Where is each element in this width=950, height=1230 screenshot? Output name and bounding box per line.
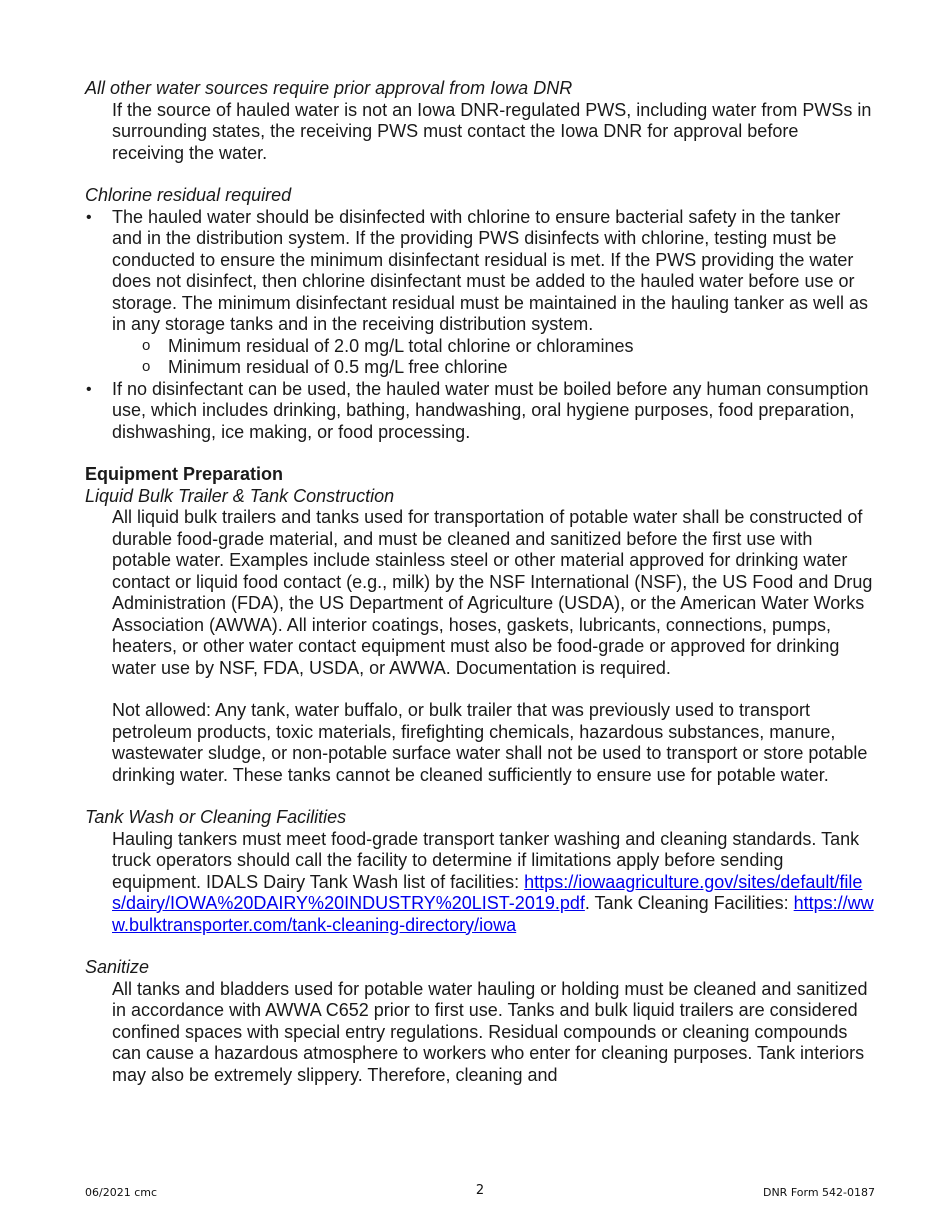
document-page (85, 78, 875, 1086)
paragraph-sanitize: All tanks and bladders used for potable water hauling or holding must be cleaned and sanitized in accordance with AWWA C652 prior to first use. Tanks and bulk liquid trailers are considered confined spaces with special entry regulations. Residual compounds or cleaning compounds can cause a hazardous atmosphere to workers who enter for cleaning purposes. Tank interiors may also be extremely slippery. Therefore, cleaning and (112, 978, 868, 1085)
chlorine-bullet-list (85, 207, 875, 444)
footer-form-number: DNR Form 542-0187 (762, 1186, 875, 1199)
residual-sublist (112, 336, 875, 379)
tank-cleaning-directory-link[interactable]: https://www.bulktransporter.com/tank-cleaning-directory/iowa (112, 893, 874, 935)
footer-date: 06/2021 cmc (85, 1186, 158, 1199)
bullet-item (85, 207, 875, 379)
heading-other-sources: All other water sources require prior approval from Iowa DNR (85, 78, 573, 98)
idals-dairy-link[interactable]: https://iowaagriculture.gov/sites/default/files/dairy/IOWA%20DAIRY%20INDUSTRY%20LIST-2019.pdf (112, 871, 863, 913)
tank-wash-mid-text: . Tank Cleaning Facilities: (584, 893, 794, 913)
paragraph-tank-construction: All liquid bulk trailers and tanks used for transportation of potable water shall be constructed of durable food-grade material, and must be cleaned and sanitized before the first use with potable water. Examples include stainless steel or other material approved for drinking water contact or liquid food contact (e.g., milk) by the NSF International (NSF), the US Food and Drug Administration (FDA), the US Department of Agriculture (USDA), or the American Water Works Association (AWWA). All interior coatings, hoses, gaskets, lubricants, connections, pumps, heaters, or other water contact equipment must also be food-grade or approved for drinking water use by NSF, FDA, USDA, or AWWA. Documentation is required. (112, 507, 873, 678)
heading-equipment-preparation: Equipment Preparation (85, 464, 284, 484)
bullet-boil-text: If no disinfectant can be used, the hauled water must be boiled before any human consumption use, which includes drinking, bathing, handwashing, oral hygiene purposes, food preparation, dishwashing, ice making, or food processing. (112, 378, 869, 442)
bullet-disinfection-text: The hauled water should be disinfected with chlorine to ensure bacterial safety in the tanker and in the distribution system. If the providing PWS disinfects with chlorine, testing must be conducted to ensure the minimum disinfectant residual is met. If the PWS providing the water does not disinfect, then chlorine disinfectant must be added to the hauled water before use or storage. The minimum disinfectant residual must be maintained in the hauling tanker as well as in any storage tanks and in the receiving distribution system. (112, 206, 869, 334)
heading-chlorine-residual: Chlorine residual required (85, 185, 292, 205)
paragraph-other-sources: If the source of hauled water is not an Iowa DNR-regulated PWS, including water from PWSs in surrounding states, the receiving PWS must contact the Iowa DNR for approval before receiving the water. (112, 99, 872, 163)
sub-bullet-free-chlorine: o Minimum residual of 0.5 mg/L free chlorine (112, 357, 875, 379)
footer-page-number: 2 (475, 1183, 485, 1198)
heading-sanitize: Sanitize (85, 957, 150, 977)
sub-bullet-total-chlorine: o Minimum residual of 2.0 mg/L total chlorine or chloramines (112, 336, 875, 358)
bullet-item (85, 379, 875, 444)
paragraph-tank-wash (112, 829, 875, 937)
subheading-tank-construction: Liquid Bulk Trailer & Tank Construction (85, 485, 395, 506)
tank-wash-text: Hauling tankers must meet food-grade transport tanker washing and cleaning standards. Tank truck operators should call the facility to determine if limitations apply before sending equipment. IDALS Dairy Tank Wash list of facilities: (112, 828, 860, 892)
paragraph-not-allowed: Not allowed: Any tank, water buffalo, or bulk trailer that was previously used to transport petroleum products, toxic materials, firefighting chemicals, hazardous substances, manure, wastewater sludge, or non-potable surface water shall not be used to transport or store potable drinking water. These tanks cannot be cleaned sufficiently to ensure use for potable water. (112, 700, 868, 785)
heading-tank-wash: Tank Wash or Cleaning Facilities (85, 807, 347, 827)
page-footer (85, 1180, 875, 1200)
